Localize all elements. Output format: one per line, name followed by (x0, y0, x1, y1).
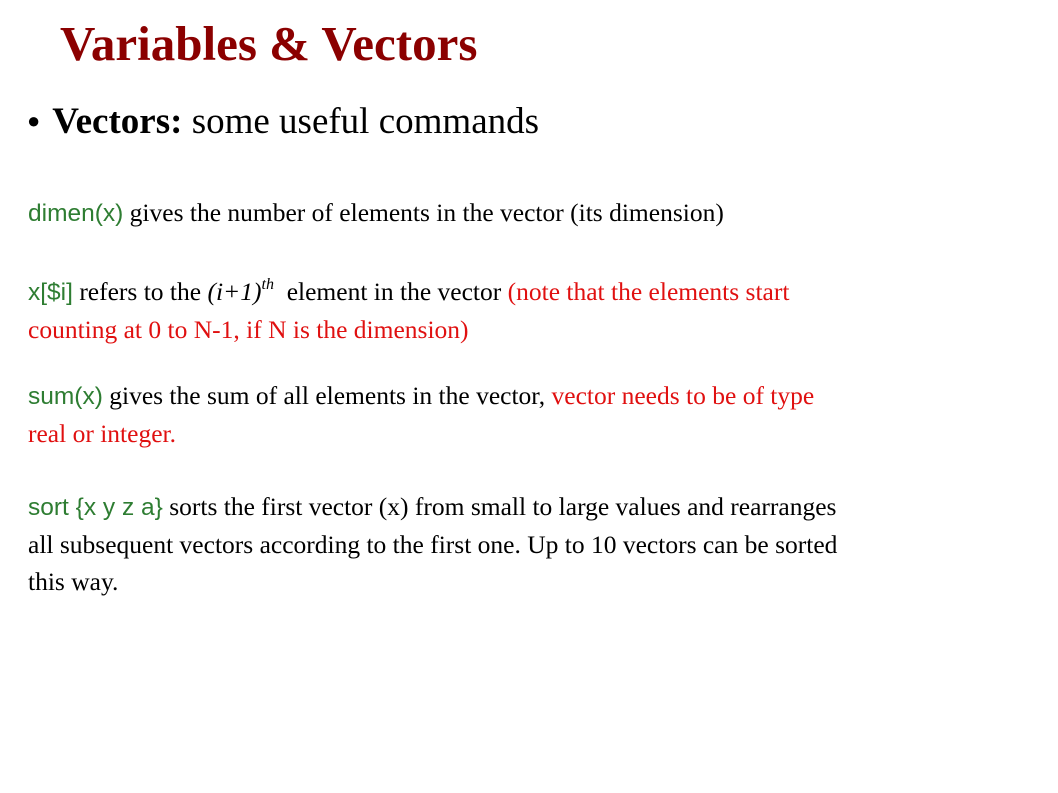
entry-sum-description: gives the sum of all elements in the vector, (109, 381, 546, 410)
command-index: x[$i] (28, 279, 73, 306)
entry-sum-note-line1: vector needs to be of type (551, 381, 815, 410)
entry-index-sup: th (261, 276, 274, 293)
bullet-dot-icon: ● (27, 108, 41, 133)
entry-index-expr: (i+1) (207, 277, 262, 306)
entry-index (28, 266, 1053, 348)
entry-index-desc-after: element in the vector (286, 277, 502, 306)
command-sort: sort {x y z a} (28, 494, 163, 521)
entry-sum (28, 377, 1053, 452)
entry-index-note-line2: counting at 0 to N-1, if N is the dimension) (28, 315, 469, 344)
entry-sum-note-line2: real or integer. (28, 419, 176, 448)
entry-index-note-line1: (note that the elements start (507, 277, 790, 306)
slide-title: Variables & Vectors (60, 16, 478, 71)
entry-dimen (28, 194, 1053, 232)
entry-sort-line1: sorts the first vector (x) from small to large values and rearranges (169, 492, 837, 521)
entry-dimen-description: gives the number of elements in the vector (its dimension) (129, 198, 724, 227)
entry-sort-line3: this way. (28, 567, 119, 596)
entry-sort-line2: all subsequent vectors according to the first one. Up to 10 vectors can be sorted (28, 530, 838, 559)
entry-sort (28, 488, 1053, 600)
bullet-heading-line (27, 96, 539, 147)
bullet-text: some useful commands (191, 101, 540, 142)
command-sum: sum(x) (28, 383, 103, 410)
command-dimen: dimen(x) (28, 200, 124, 227)
entry-index-desc-before: refers to the (79, 277, 202, 306)
bullet-heading: Vectors: (52, 101, 183, 142)
